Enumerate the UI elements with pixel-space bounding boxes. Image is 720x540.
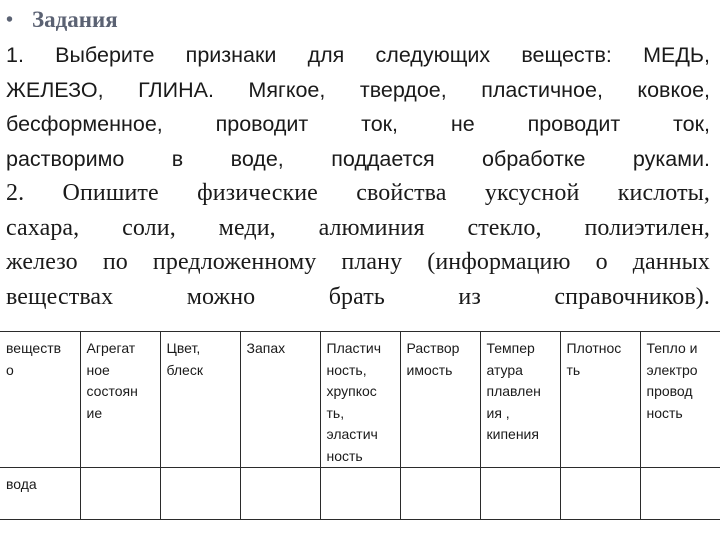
table-cell <box>160 468 240 520</box>
task-line: ЖЕЛЕЗО, ГЛИНА. Мягкое, твердое, пластичное, ковкое, <box>6 77 710 102</box>
table-header-cell: Плотнос ть <box>560 332 640 468</box>
table-cell <box>480 468 560 520</box>
task-line: сахара, соли, меди, алюминия стекло, полиэтилен, <box>6 214 710 241</box>
table-cell <box>240 468 320 520</box>
table-header-cell: Темпер атура плавлен ия , кипения <box>480 332 560 468</box>
table-header-cell: Агрегат ное состоян ие <box>80 332 160 468</box>
table-header-cell: Запах <box>240 332 320 468</box>
task-line: бесформенное, проводит ток, не проводит ток, <box>6 112 710 136</box>
task-line: растворимо в воде, поддается обработке руками. <box>6 146 710 171</box>
table-header-cell: Цвет, блеск <box>160 332 240 468</box>
table-header-cell: Пластич ность, хрупкос ть, эластич ность <box>320 332 400 468</box>
table-cell: вода <box>0 468 80 520</box>
task-line: веществах можно брать из справочников). <box>6 283 710 310</box>
task-line: 2. Опишите физические свойства уксусной кислоты, <box>6 180 710 206</box>
table-cell <box>560 468 640 520</box>
table-cell <box>80 468 160 520</box>
table-header-cell: веществ о <box>0 332 80 468</box>
section-heading <box>6 5 118 35</box>
table-header-cell: Тепло и электро провод ность <box>640 332 720 468</box>
section-title: Задания <box>32 7 118 32</box>
table-cell <box>320 468 400 520</box>
table-header-cell: Раствор имость <box>400 332 480 468</box>
task-text <box>6 38 710 314</box>
bullet-icon: • <box>6 8 14 31</box>
task-line: железо по предложенному плану (информацию о данных <box>6 249 710 275</box>
task-line: 1. Выберите признаки для следующих веществ: МЕДЬ, <box>6 43 710 67</box>
table-header-row <box>0 332 720 468</box>
properties-table <box>0 331 720 520</box>
table-cell <box>640 468 720 520</box>
table-row <box>0 468 720 520</box>
table-cell <box>400 468 480 520</box>
